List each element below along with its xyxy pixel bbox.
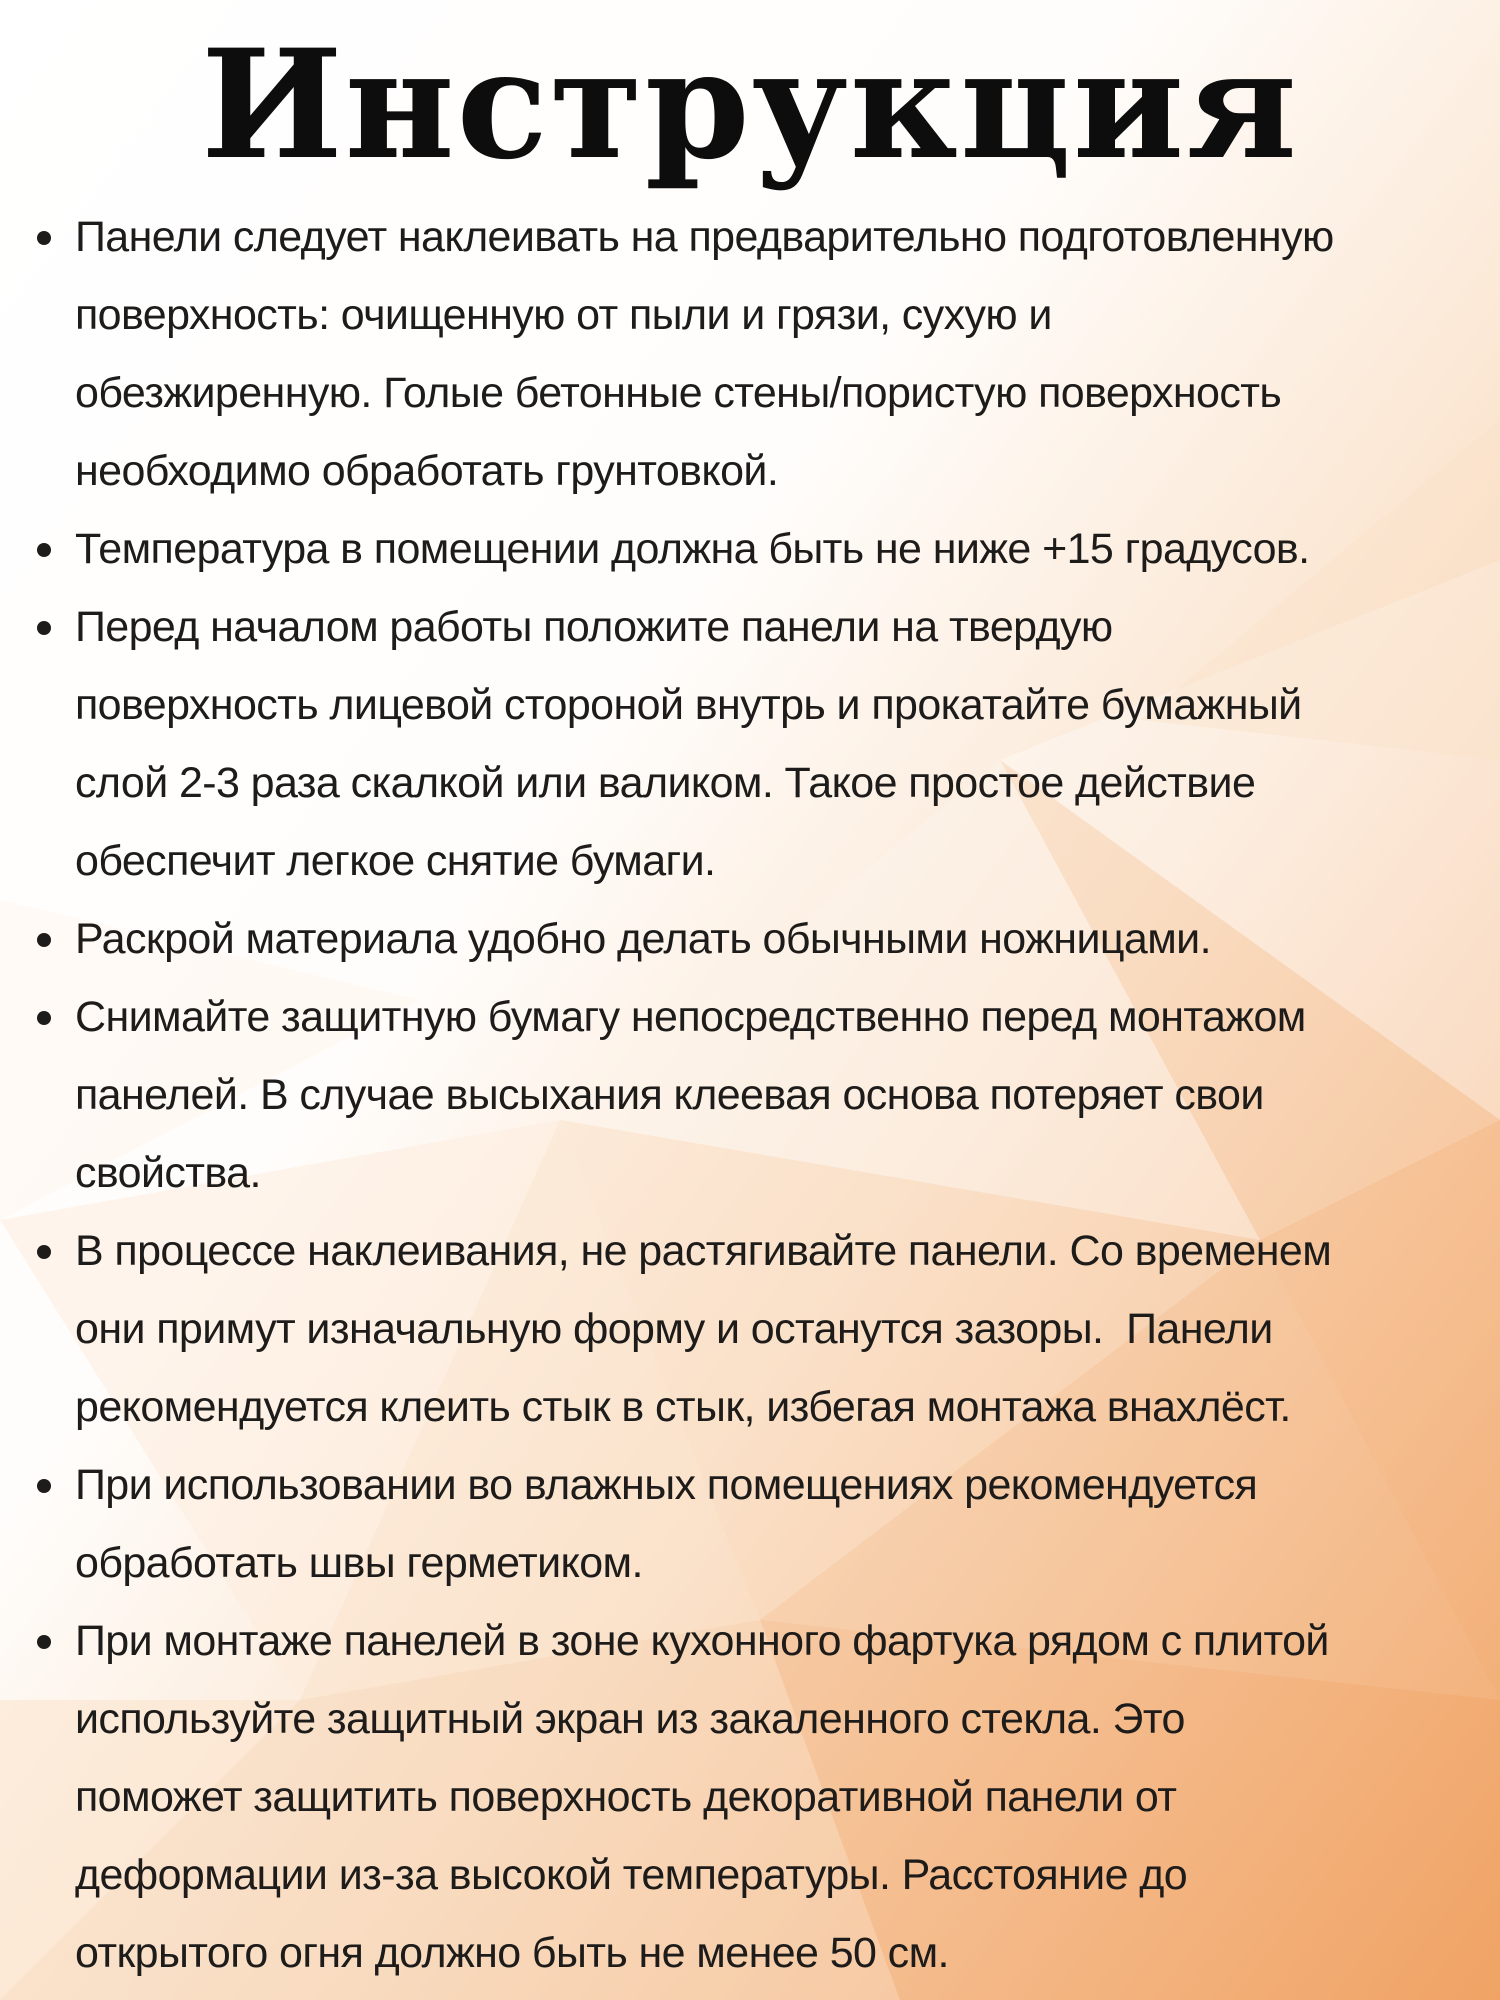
- item-text-line: Раскрой материала удобно делать обычными ножницами.: [75, 915, 1211, 963]
- item-text-line: слой 2-3 раза скалкой или валиком. Такое простое действие: [75, 759, 1256, 807]
- item-text-line: В процессе наклеивания, не растягивайте панели. Со временем: [75, 1227, 1332, 1275]
- item-text-line: свойства.: [75, 1149, 261, 1197]
- item-text-line: Перед началом работы положите панели на твердую: [75, 603, 1113, 651]
- bullet-icon: [37, 1011, 51, 1025]
- item-text-line: рекомендуется клеить стык в стык, избегая монтажа внахлёст.: [75, 1383, 1291, 1431]
- list-item: [0, 1212, 1500, 1446]
- list-item: [0, 900, 1500, 978]
- list-item: [0, 1446, 1500, 1602]
- item-text-line: открытого огня должно быть не менее 50 см.: [75, 1929, 949, 1977]
- bullet-icon: [37, 621, 51, 635]
- list-item: [0, 510, 1500, 588]
- item-text-line: обеспечит легкое снятие бумаги.: [75, 837, 716, 885]
- item-text-line: поможет защитить поверхность декоративной панели от: [75, 1773, 1177, 1821]
- bullet-icon: [37, 543, 51, 557]
- item-text-line: Панели следует наклеивать на предварительно подготовленную: [75, 213, 1334, 261]
- item-text-line: При использовании во влажных помещениях рекомендуется: [75, 1461, 1258, 1509]
- list-item: [0, 198, 1500, 510]
- item-text-line: Снимайте защитную бумагу непосредственно перед монтажом: [75, 993, 1306, 1041]
- item-text-line: обезжиренную. Голые бетонные стены/пористую поверхность: [75, 369, 1282, 417]
- item-text-line: необходимо обработать грунтовкой.: [75, 447, 779, 495]
- bullet-icon: [37, 933, 51, 947]
- list-item: [0, 1602, 1500, 1992]
- item-text-line: обработать швы герметиком.: [75, 1539, 643, 1587]
- item-text-line: используйте защитный экран из закаленного стекла. Это: [75, 1695, 1185, 1743]
- item-text-line: они примут изначальную форму и останутся зазоры. Панели: [75, 1305, 1273, 1353]
- bullet-icon: [37, 231, 51, 245]
- item-text-line: панелей. В случае высыхания клеевая основа потеряет свои: [75, 1071, 1264, 1119]
- bullet-icon: [37, 1635, 51, 1649]
- instruction-list: [0, 198, 1500, 1992]
- item-text-line: деформации из-за высокой температуры. Расстояние до: [75, 1851, 1188, 1899]
- list-item: [0, 978, 1500, 1212]
- list-item: [0, 588, 1500, 900]
- bullet-icon: [37, 1479, 51, 1493]
- item-text-line: Температура в помещении должна быть не ниже +15 градусов.: [75, 525, 1310, 573]
- bullet-icon: [37, 1245, 51, 1259]
- item-text-line: При монтаже панелей в зоне кухонного фартука рядом с плитой: [75, 1617, 1329, 1665]
- page-title: Инструкция: [201, 17, 1299, 193]
- item-text-line: поверхность лицевой стороной внутрь и прокатайте бумажный: [75, 681, 1302, 729]
- item-text-line: поверхность: очищенную от пыли и грязи, сухую и: [75, 291, 1052, 339]
